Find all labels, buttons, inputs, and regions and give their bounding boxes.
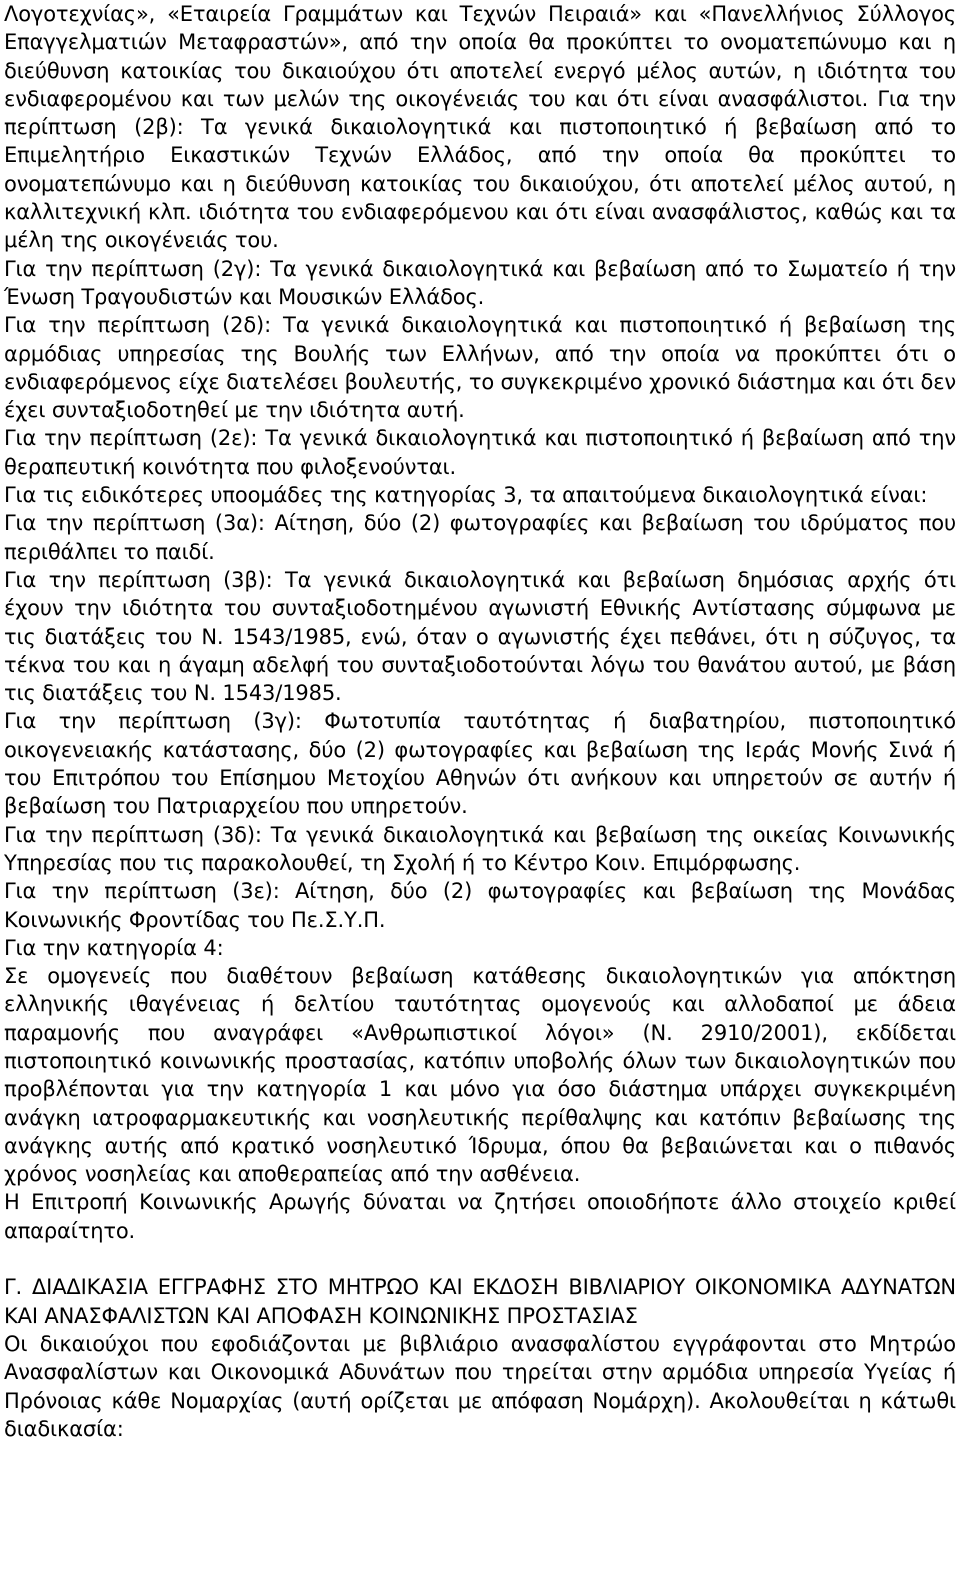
paragraph-category-4-body: Σε ομογενείς που διαθέτουν βεβαίωση κατάθεσης δικαιολογητικών για απόκτηση ελληνικής ιθαγένειας ή δελτίου ταυτότητας ομογενούς και αλλοδαποί με άδεια παραμονής που αναγράφει «Ανθρωπιστικοί λόγοι» (Ν. 2910/2001), εκδίδεται πιστοποιητικό κοινωνικής προστασίας, κατόπιν υποβολής όλων των δικαιολογητικών που προβλέπονται για την κατηγορία 1 και μόνο για όσο διάστημα υπάρχει συγκεκριμένη ανάγκη ιατροφαρμακευτικής και νοσηλευτικής περίθαλψης και κατόπιν βεβαίωσης της ανάγκης αυτής από κρατικό νοσηλευτικό Ίδρυμα, όπου θα βεβαιώνεται και ο πιθανός χρόνος νοσηλείας και αποθεραπείας από την ασθένεια. [4, 964, 956, 1187]
paragraph-continuation-2b: Λογοτεχνίας», «Εταιρεία Γραμμάτων και Τεχνών Πειραιά» και «Πανελλήνιος Σύλλογος Επαγγελματιών Μεταφραστών», από την οποία θα προκύπτει το ονοματεπώνυμο και η διεύθυνση κατοικίας του δικαιούχου ότι αποτελεί ενεργό μέλος αυτών, η ιδιότητα του ενδιαφερομένου και των μελών της οικογένειάς του και ότι είναι ανασφάλιστοι. Για την περίπτωση (2β): Τα γενικά δικαιολογητικά και πιστοποιητικό ή βεβαίωση από το Επιμελητήριο Εικαστικών Τεχνών Ελλάδος, από την οποία θα προκύπτει το ονοματεπώνυμο και η διεύθυνση κατοικίας του δικαιούχου, ότι αποτελεί μέλος αυτού, η καλλιτεχνική κλπ. ιδιότητα του ενδιαφερόμενου και ότι είναι ανασφάλιστος, καθώς και τα μέλη της οικογένειάς του. [4, 2, 956, 253]
paragraph-case-3b: Για την περίπτωση (3β): Τα γενικά δικαιολογητικά και βεβαίωση δημόσιας αρχής ότι έχουν την ιδιότητα του συνταξιοδοτημένου αγωνιστή Εθνικής Αντίστασης σύμφωνα με τις διατάξεις του Ν. 1543/1985, ενώ, όταν ο αγωνιστής έχει πεθάνει, ότι η σύζυγος, τα τέκνα του και η άγαμη αδελφή του συνταξιοδοτούνται λόγω του θανάτου αυτού, με βάση τις διατάξεις του Ν. 1543/1985. [4, 567, 956, 706]
paragraph-case-3e: Για την περίπτωση (3ε): Αίτηση, δύο (2) φωτογραφίες και βεβαίωση της Μονάδας Κοινωνικής Φροντίδας του Πε.Σ.Υ.Π. [4, 879, 956, 932]
paragraph-category-3-intro: Για τις ειδικότερες υποομάδες της κατηγορίας 3, τα απαιτούμενα δικαιολογητικά είναι: [4, 483, 928, 508]
paragraph-case-3g: Για την περίπτωση (3γ): Φωτοτυπία ταυτότητας ή διαβατηρίου, πιστοποιητικό οικογενειακής κατάστασης, δύο (2) φωτογραφίες και βεβαίωση της Ιεράς Μονής Σινά ή του Επιτρόπου του Επίσημου Μετοχίου Αθηνών ότι ανήκουν και υπηρετούν σε αυτήν ή βεβαίωση του Πατριαρχείου που υπηρετούν. [4, 709, 956, 819]
section-heading: Γ. ΔΙΑΔΙΚΑΣΙΑ ΕΓΓΡΑΦΗΣ ΣΤΟ ΜΗΤΡΩΟ ΚΑΙ ΕΚΔΟΣΗ ΒΙΒΛΙΑΡΙΟΥ ΟΙΚΟΝΟΜΙΚΑ ΑΔΥΝΑΤΩΝ ΚΑΙ ΑΝΑΣΦΑΛΙΣΤΩΝ ΚΑΙ ΑΠΟΦΑΣΗ ΚΟΙΝΩΝΙΚΗΣ ΠΡΟΣΤΑΣΙΑΣ [4, 1275, 956, 1328]
paragraph-category-4-heading: Για την κατηγορία 4: [4, 935, 224, 960]
paragraph-case-2g: Για την περίπτωση (2γ): Τα γενικά δικαιολογητικά και βεβαίωση από το Σωματείο ή την Ένωση Τραγουδιστών και Μουσικών Ελλάδος. [4, 256, 956, 309]
paragraph-committee-note: Η Επιτροπή Κοινωνικής Αρωγής δύναται να ζητήσει οποιοδήποτε άλλο στοιχείο κριθεί απαραίτητο. [4, 1190, 956, 1243]
paragraph-spacer [4, 1245, 956, 1273]
paragraph-case-3d: Για την περίπτωση (3δ): Τα γενικά δικαιολογητικά και βεβαίωση της οικείας Κοινωνικής Υπηρεσίας που τις παρακολουθεί, τη Σχολή ή το Κέντρο Κοιν. Επιμόρφωσης. [4, 822, 956, 875]
section-body: Οι δικαιούχοι που εφοδιάζονται με βιβλιάριο ανασφαλίστου εγγράφονται στο Μητρώο Ανασφαλίστων και Οικονομικά Αδυνάτων που τηρείται στην αρμόδια υπηρεσία Υγείας ή Πρόνοιας κάθε Νομαρχίας (αυτή ορίζεται με απόφαση Νομάρχη). Ακολουθείται η κάτωθι διαδικασία: [4, 1331, 956, 1441]
paragraph-case-2d: Για την περίπτωση (2δ): Τα γενικά δικαιολογητικά και πιστοποιητικό ή βεβαίωση της αρμόδιας υπηρεσίας της Βουλής των Ελλήνων, από την οποία να προκύπτει ότι ο ενδιαφερόμενος είχε διατελέσει βουλευτής, το συγκεκριμένο χρονικό διάστημα και ότι δεν έχει συνταξιοδοτηθεί με την ιδιότητα αυτή. [4, 313, 956, 423]
paragraph-case-3a: Για την περίπτωση (3α): Αίτηση, δύο (2) φωτογραφίες και βεβαίωση του ιδρύματος που περιθάλπει το παιδί. [4, 511, 956, 564]
paragraph-case-2e: Για την περίπτωση (2ε): Τα γενικά δικαιολογητικά και πιστοποιητικό ή βεβαίωση από την θεραπευτική κοινότητα που φιλοξενούνται. [4, 426, 956, 479]
